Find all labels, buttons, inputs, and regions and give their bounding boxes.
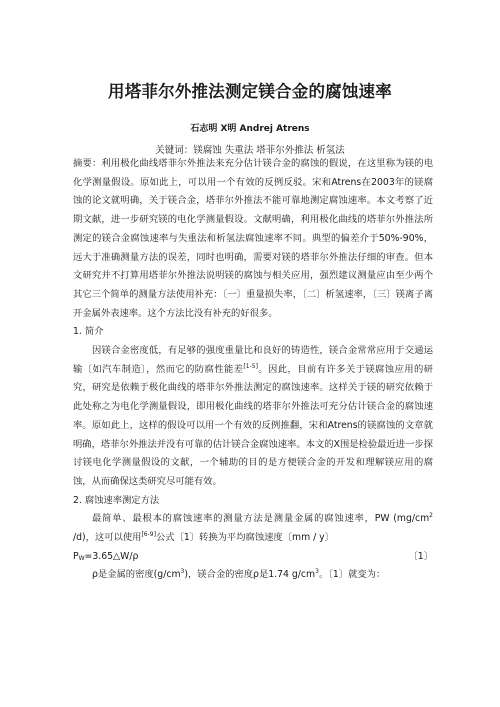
density-text-part-2: )，镁合金的密度ρ是1.74 g/cm [184, 569, 316, 581]
authors-line: 石志明 X明 Andrej Atrens [190, 124, 310, 134]
methods-text-part-2: /d)，这可以使用 [73, 532, 142, 544]
equation-expression [73, 548, 138, 567]
unit-superscript: 2 [429, 512, 433, 520]
equation-subscript: W [78, 554, 85, 562]
equation-number: 〔1〕 [408, 550, 433, 562]
introduction-paragraph [73, 342, 433, 492]
methods-text-part-3: 公式〔1〕转换为平均腐蚀速度〔mm / y〕 [155, 532, 334, 544]
methods-paragraph [73, 510, 433, 547]
section-heading-methods: 2. 腐蚀速率测定方法 [73, 494, 160, 506]
equation-symbol: P [73, 550, 79, 562]
methods-text-part-1: 最简单、最根本的腐蚀速率的测量方法是测量金属的腐蚀速率，PW (mg/cm [92, 513, 430, 525]
keywords-line: 关键词：镁腐蚀 失重法 塔菲尔外推法 析氢法 [155, 145, 345, 156]
abstract-paragraph: 摘要：利用极化曲线塔菲尔外推法来充分估计镁合金的腐蚀的假说，在这里称为镁的电化学测量假设。原如此上，可以用一个有效的反例反驳。宋和Atrens在2003年的镁腐蚀的论文就明确，关于镁合金，塔菲尔外推法不能可靠地测定腐蚀速率。本文考察了近期文献，进一步研究镁的电化学测量假设。文献明确，利用极化曲线的塔菲尔外推法所测定的镁合金腐蚀速率与失重法和析氢法腐蚀速率不同。典型的偏差介于50%-90%，远大于准确测量方法的误差，同时也明确，需要对镁的塔菲尔外推法仔细的审查。但本文研究并不打算用塔菲尔外推法说明镁的腐蚀与相关应用，强烈建议测量应由至少两个其它三个简单的测量方法使用补充：〔一〕重量损失率，〔二〕析氢速率，〔三〕镁离子离开金属外表速率。这个方法比没有补充的好很多。 [73, 158, 433, 319]
density-paragraph [73, 566, 433, 585]
density-superscript-2: 3 [315, 568, 319, 576]
citation-ref-1-5: [1-5] [243, 362, 258, 370]
density-superscript-1: 3 [180, 568, 185, 576]
intro-text-part-2: 。因此，目前有许多关于镁腐蚀应用的研究，研究是依赖于极化曲线的塔菲尔外推法测定的腐蚀速率。这样关于镁的研究依赖于此处称之为电化学测量假设，即用极化曲线的塔菲尔外推法可充分估计镁合金的腐蚀速率。原如此上，这样的假设可以用一个有效的反例推翻，宋和Atrens的镁腐蚀的文章就明确，塔菲尔外推法并没有可靠的估计镁合金腐蚀速率。本文的X围是检验最近进一步探讨镁电化学测量假设的文献，一个辅助的目的是方便镁合金的开发和理解镁应用的腐蚀，从而确保这类研究尽可能有效。 [73, 363, 433, 487]
equation-1 [73, 548, 433, 567]
citation-ref-6-9: [6-9] [141, 531, 156, 539]
intro-text-part-1: 因镁合金密度低，有足够的强度重量比和良好的铸造性，镁合金常常应用于交通运输〔如汽车制造〕，然而它的防腐性能差 [73, 345, 433, 375]
document-body [73, 155, 433, 585]
document-title: 用塔菲尔外推法测定镁合金的腐蚀速率 [108, 82, 392, 101]
equation-body: =3.65△W/ρ [84, 550, 139, 562]
section-heading-introduction: 1. 简介 [73, 326, 104, 338]
density-text-part-1: ρ是金属的密度(g/cm [92, 569, 181, 581]
density-text-part-3: 。〔1〕就变为： [318, 569, 386, 581]
